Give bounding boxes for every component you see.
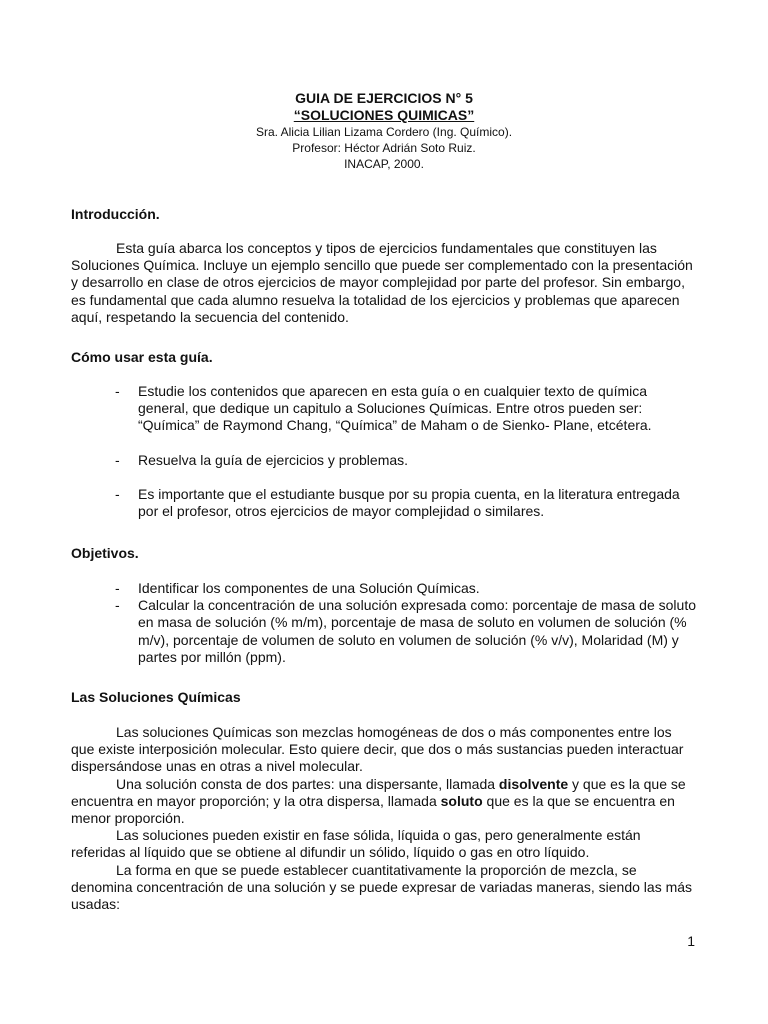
list-item: [115, 486, 700, 520]
solutions-paragraph-4: La forma en que se puede establecer cuantitativamente la proporción de mezcla, se denomina concentración de una solución y se puede expresar de variadas maneras, siendo las más usadas:: [71, 861, 693, 913]
bullet-dash: -: [115, 580, 120, 596]
intro-heading: Introducción.: [71, 206, 160, 222]
solutions-paragraph-1: Las soluciones Químicas son mezclas homogéneas de dos o más componentes entre los que existe interposición molecular. Esto quiere decir, que dos o más sustancias pueden interactuar dispersándose unas en otras a nivel molecular.: [71, 724, 684, 775]
list-item: [115, 597, 700, 666]
bullet-dash: -: [115, 451, 120, 468]
objectives-heading: Objetivos.: [71, 545, 139, 561]
soluto-term: soluto: [440, 792, 483, 809]
list-item: [115, 580, 700, 597]
teacher-line: Profesor: Héctor Adrián Soto Ruiz.: [292, 141, 476, 155]
page-number: 1: [687, 933, 695, 949]
list-item-text: Estudie los contenidos que aparecen en esta guía o en cualquier texto de química general, que dedique un capitulo a Soluciones Químicas. Entre otros pueden ser: “Química” de Raymond Chang, “Química” de Maham o de Sienko- Plane, etcétera.: [138, 383, 652, 434]
solutions-heading: Las Soluciones Químicas: [71, 689, 241, 705]
list-item-text: Calcular la concentración de una solución expresada como: porcentaje de masa de soluto en masa de solución (% m/m), porcentaje de masa de soluto en volumen de solución (% m/v), porcentaje de volumen de soluto en volumen de solución (% v/v), Molaridad (M) y partes por millón (ppm).: [138, 597, 697, 665]
list-item-text: Identificar los componentes de una Solución Químicas.: [138, 580, 480, 596]
objectives-list: [115, 580, 700, 666]
bullet-dash: -: [115, 485, 120, 502]
bullet-dash: -: [115, 383, 120, 399]
disolvente-term: disolvente: [498, 775, 569, 792]
p2-text-e: que es la que se encuentra en menor proporción.: [71, 792, 675, 827]
document-title: GUIA DE EJERCICIOS N° 5: [295, 90, 473, 106]
list-item-text: Es importante que el estudiante busque por su propia cuenta, en la literatura entregada por el profesor, otros ejercicios de mayor complejidad o similares.: [138, 485, 680, 520]
usage-list: [115, 383, 700, 520]
list-item: [115, 452, 700, 469]
intro-section: [71, 240, 696, 326]
bullet-dash: -: [115, 597, 120, 614]
author-line: Sra. Alicia Lilian Lizama Cordero (Ing. Químico).: [255, 125, 513, 139]
list-item: [115, 383, 700, 435]
document-subtitle: “SOLUCIONES QUIMICAS”: [293, 107, 475, 123]
solutions-paragraph-2: [71, 776, 696, 828]
list-item-text: Resuelva la guía de ejercicios y problemas.: [138, 451, 409, 468]
p2-text-c: y que es la que se encuentra en mayor proporción; y la otra dispersa, llamada: [71, 775, 686, 809]
solutions-paragraph-3: Las soluciones pueden existir en fase sólida, líquida o gas, pero generalmente están referidas al líquido que se obtiene al difundir un sólido, líquido o gas en otro líquido.: [71, 827, 641, 861]
intro-paragraph: Esta guía abarca los conceptos y tipos de ejercicios fundamentales que constituyen las Soluciones Química. Incluye un ejemplo sencillo que puede ser complementado con la presentación y desarrollo en clase de otros ejercicios de mayor complejidad por parte del profesor. Sin embargo, es fundamental que cada alumno resuelva la totalidad de los ejercicios y problemas que aparecen aquí, respetando la secuencia del contenido.: [71, 240, 693, 325]
document-header: [0, 90, 768, 172]
p2-text-a: Una solución consta de dos partes: una dispersante, llamada: [116, 775, 499, 792]
usage-heading: Cómo usar esta guía.: [71, 349, 213, 365]
institution-line: INACAP, 2000.: [344, 157, 424, 171]
solutions-section: [71, 724, 696, 913]
